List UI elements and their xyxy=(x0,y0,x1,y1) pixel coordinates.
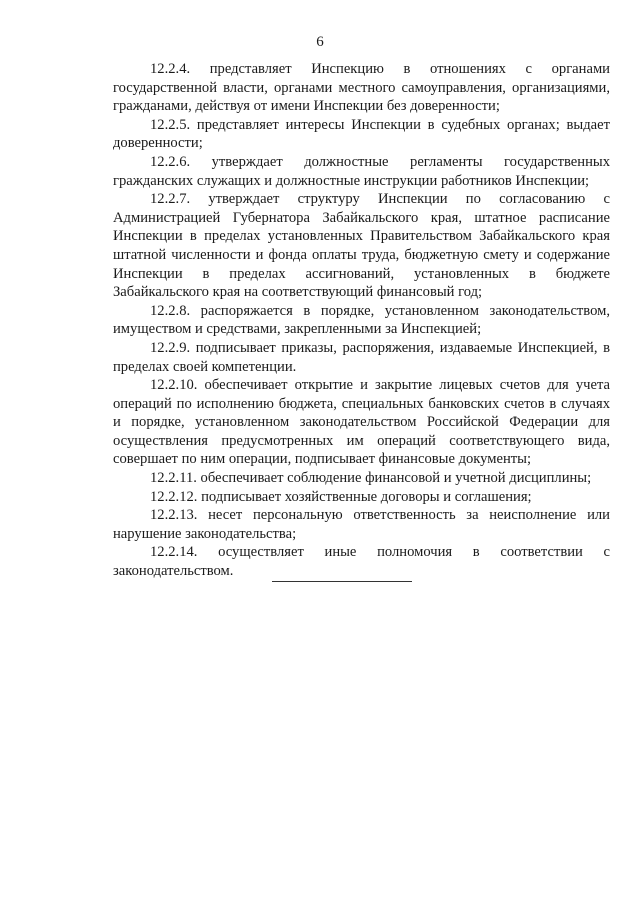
paragraph-12-2-5: 12.2.5. представляет интересы Инспекции в судебных органах; выдает доверенности; xyxy=(113,116,610,152)
paragraph-12-2-14: 12.2.14. осуществляет иные полномочия в соответствии с законодательством. xyxy=(113,544,610,580)
paragraph-12-2-4: 12.2.4. представляет Инспекцию в отношениях с органами государственной власти, органами местного самоуправления, организациями, гражданами, действуя от имени Инспекции без доверенности; xyxy=(113,61,610,115)
paragraph-12-2-13: 12.2.13. несет персональную ответственность за неисполнение или нарушение законодательства; xyxy=(113,507,610,542)
paragraph-12-2-10: 12.2.10. обеспечивает открытие и закрытие лицевых счетов для учета операций по исполнению бюджета, специальных банковских счетов в случаях и порядке, установленном законодательством Российской Федерации для осуществления предусмотренных им операций соответствующего вида, совершает по ним операции, подписывает финансовые документы; xyxy=(113,377,610,468)
paragraph-12-2-11: 12.2.11. обеспечивает соблюдение финансовой и учетной дисциплины; xyxy=(150,470,592,487)
paragraph-12-2-6: 12.2.6. утверждает должностные регламенты государственных гражданских служащих и должностные инструкции работников Инспекции; xyxy=(113,153,610,189)
paragraph-12-2-7: 12.2.7. утверждает структуру Инспекции по согласованию с Администрацией Губернатора Забайкальского края, штатное расписание Инспекции в пределах установленных Правительством Забайкальского края штатной численности и фонда оплаты труда, бюджетную смету и содержание Инспекции в пределах ассигнований, установленных в бюджете Забайкальского края на соответствующий финансовый год; xyxy=(113,191,610,301)
page-number: 6 xyxy=(316,34,324,50)
end-divider-line xyxy=(272,581,412,582)
paragraph-12-2-8: 12.2.8. распоряжается в порядке, установленном законодательством, имуществом и средствами, закрепленными за Инспекцией; xyxy=(113,302,610,338)
document-body xyxy=(113,60,610,581)
paragraph-12-2-12: 12.2.12. подписывает хозяйственные договоры и соглашения; xyxy=(150,488,532,505)
paragraph-12-2-9: 12.2.9. подписывает приказы, распоряжения, издаваемые Инспекцией, в пределах своей компетенции. xyxy=(113,339,610,375)
